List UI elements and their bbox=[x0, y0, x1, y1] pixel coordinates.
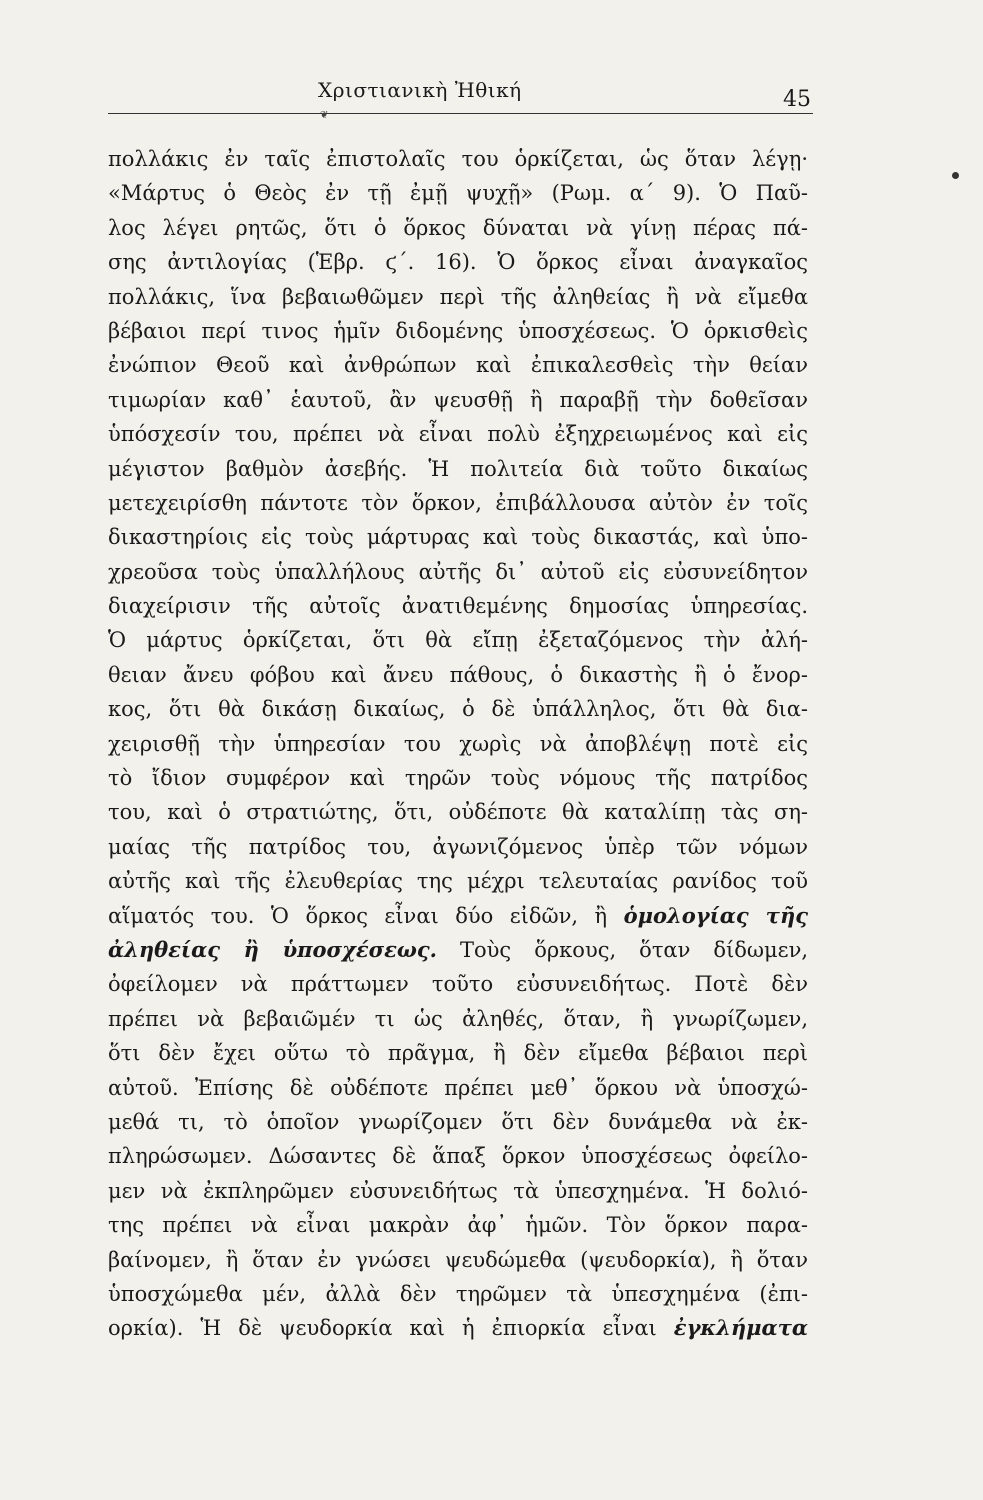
text-line: βέβαιοι περί τινος ἡμῖν διδομένης ὑποσχέσεως. Ὁ ὁρκισθεὶς bbox=[108, 318, 808, 343]
emphasized-term: ἐγκλήματα bbox=[673, 1315, 808, 1341]
text-line: ὅτι δὲν ἔχει οὕτω τὸ πρᾶγμα, ἢ δὲν εἴμεθα βέβαιοι περὶ bbox=[108, 1041, 808, 1066]
header-rule bbox=[108, 113, 813, 114]
text-line: μεθά τι, τὸ ὁποῖον γνωρίζομεν ὅτι δὲν δυνάμεθα νὰ ἐκ- bbox=[108, 1109, 808, 1134]
text-line: βαίνομεν, ἢ ὅταν ἐν γνώσει ψευδώμεθα (ψευδορκία), ἢ ὅταν bbox=[108, 1247, 808, 1272]
text-line: πρέπει νὰ βεβαιῶμέν τι ὡς ἀληθές, ὅταν, ἢ γνωρίζωμεν, bbox=[108, 1006, 808, 1031]
text-line: μέγιστον βαθμὸν ἀσεβής. Ἡ πολιτεία διὰ τοῦτο δικαίως bbox=[108, 456, 808, 481]
text-line: τιμωρίαν καθ᾽ ἑαυτοῦ, ἂν ψευσθῇ ἢ παραβῇ τὴν δοθεῖσαν bbox=[108, 387, 808, 412]
text-line: κος, ὅτι θὰ δικάσῃ δικαίως, ὁ δὲ ὑπάλληλος, ὅτι θὰ δια- bbox=[108, 697, 808, 722]
text-line: θειαν ἄνευ φόβου καὶ ἄνευ πάθους, ὁ δικαστὴς ἢ ὁ ἔνορ- bbox=[108, 662, 808, 687]
text-line-mixed bbox=[108, 899, 808, 933]
text-line: ὀφείλομεν νὰ πράττωμεν τοῦτο εὐσυνειδήτως. Ποτὲ δὲν bbox=[108, 972, 808, 997]
text-line: σης ἀντιλογίας (Ἑβρ. ϛ΄. 16). Ὁ ὅρκος εἶναι ἀναγκαῖος bbox=[108, 250, 808, 275]
text-line: αὐτῆς καὶ τῆς ἐλευθερίας της μέχρι τελευταίας ρανίδος τοῦ bbox=[108, 869, 808, 894]
text-line: διαχείρισιν τῆς αὐτοῖς ἀνατιθεμένης δημοσίας ὑπηρεσίας. bbox=[108, 594, 808, 619]
text-line-mixed bbox=[108, 933, 808, 967]
text-line: του, καὶ ὁ στρατιώτης, ὅτι, οὐδέποτε θὰ καταλίπῃ τὰς ση- bbox=[108, 800, 808, 825]
text-line: λος λέγει ρητῶς, ὅτι ὁ ὅρκος δύναται νὰ γίνῃ πέρας πά- bbox=[108, 215, 808, 240]
text-line: δικαστηρίοις εἰς τοὺς μάρτυρας καὶ τοὺς δικαστάς, καὶ ὑπο- bbox=[108, 525, 808, 550]
text-line-mixed bbox=[108, 1311, 808, 1345]
text-line: ὑπόσχεσίν του, πρέπει νὰ εἶναι πολὺ ἐξηχρειωμένος καὶ εἰς bbox=[108, 422, 808, 447]
text-line: της πρέπει νὰ εἶναι μακρὰν ἀφ᾽ ἡμῶν. Τὸν ὅρκον παρα- bbox=[108, 1213, 808, 1238]
header-ornament-icon: ❦ bbox=[320, 110, 329, 121]
text-line: πολλάκις ἐν ταῖς ἐπιστολαῖς του ὁρκίζεται, ὡς ὅταν λέγῃ· bbox=[108, 147, 808, 171]
running-title: Χριστιανικὴ Ἠθική bbox=[318, 78, 522, 102]
text-line: χρεοῦσα τοὺς ὑπαλλήλους αὐτῆς δι᾽ αὐτοῦ εἰς εὐσυνείδητον bbox=[108, 559, 808, 584]
text-line: πολλάκις, ἵνα βεβαιωθῶμεν περὶ τῆς ἀληθείας ἢ νὰ εἴμεθα bbox=[108, 284, 808, 309]
text-line: πληρώσωμεν. Δώσαντες δὲ ἅπαξ ὅρκον ὑποσχέσεως ὀφείλο- bbox=[108, 1144, 808, 1169]
text-line: τὸ ἴδιον συμφέρον καὶ τηρῶν τοὺς νόμους τῆς πατρίδος bbox=[108, 766, 808, 791]
text-segment: ορκία). Ἡ δὲ ψευδορκία καὶ ἡ ἐπιορκία εἶναι bbox=[108, 1316, 657, 1341]
text-line: ὑποσχώμεθα μέν, ἀλλὰ δὲν τηρῶμεν τὰ ὑπεσχημένα (ἐπι- bbox=[108, 1281, 808, 1306]
margin-dot-icon bbox=[952, 172, 959, 179]
text-line: μετεχειρίσθη πάντοτε τὸν ὅρκον, ἐπιβάλλουσα αὐτὸν ἐν τοῖς bbox=[108, 490, 808, 515]
text-segment: αἵματός του. Ὁ ὅρκος εἶναι δύο εἰδῶν, ἢ bbox=[108, 903, 608, 928]
text-line: Ὁ μάρτυς ὁρκίζεται, ὅτι θὰ εἴπῃ ἐξεταζόμενος τὴν ἀλή- bbox=[108, 628, 808, 653]
text-line: μαίας τῆς πατρίδος του, ἀγωνιζόμενος ὑπὲρ τῶν νόμων bbox=[108, 834, 808, 859]
text-line: μεν νὰ ἐκπληρῶμεν εὐσυνειδήτως τὰ ὑπεσχημένα. Ἡ δολιό- bbox=[108, 1178, 808, 1203]
page-number: 45 bbox=[783, 87, 811, 112]
text-line: ἐνώπιον Θεοῦ καὶ ἀνθρώπων καὶ ἐπικαλεσθεὶς τὴν θείαν bbox=[108, 353, 808, 378]
emphasized-term: ὁμολογίας τῆς bbox=[623, 902, 808, 928]
text-line: «Μάρτυς ὁ Θεὸς ἐν τῇ ἐμῇ ψυχῇ» (Ρωμ. α΄ 9). Ὁ Παῦ- bbox=[108, 181, 808, 206]
text-segment: Τοὺς ὅρκους, ὅταν δίδωμεν, bbox=[460, 937, 809, 962]
emphasized-term: ἀληθείας ἢ ὑποσχέσεως. bbox=[108, 936, 437, 962]
body-text bbox=[108, 142, 808, 1346]
text-line: αὐτοῦ. Ἐπίσης δὲ οὐδέποτε πρέπει μεθ᾽ ὅρκου νὰ ὑποσχώ- bbox=[108, 1075, 808, 1100]
text-line: χειρισθῇ τὴν ὑπηρεσίαν του χωρὶς νὰ ἀποβλέψῃ ποτὲ εἰς bbox=[108, 731, 808, 756]
